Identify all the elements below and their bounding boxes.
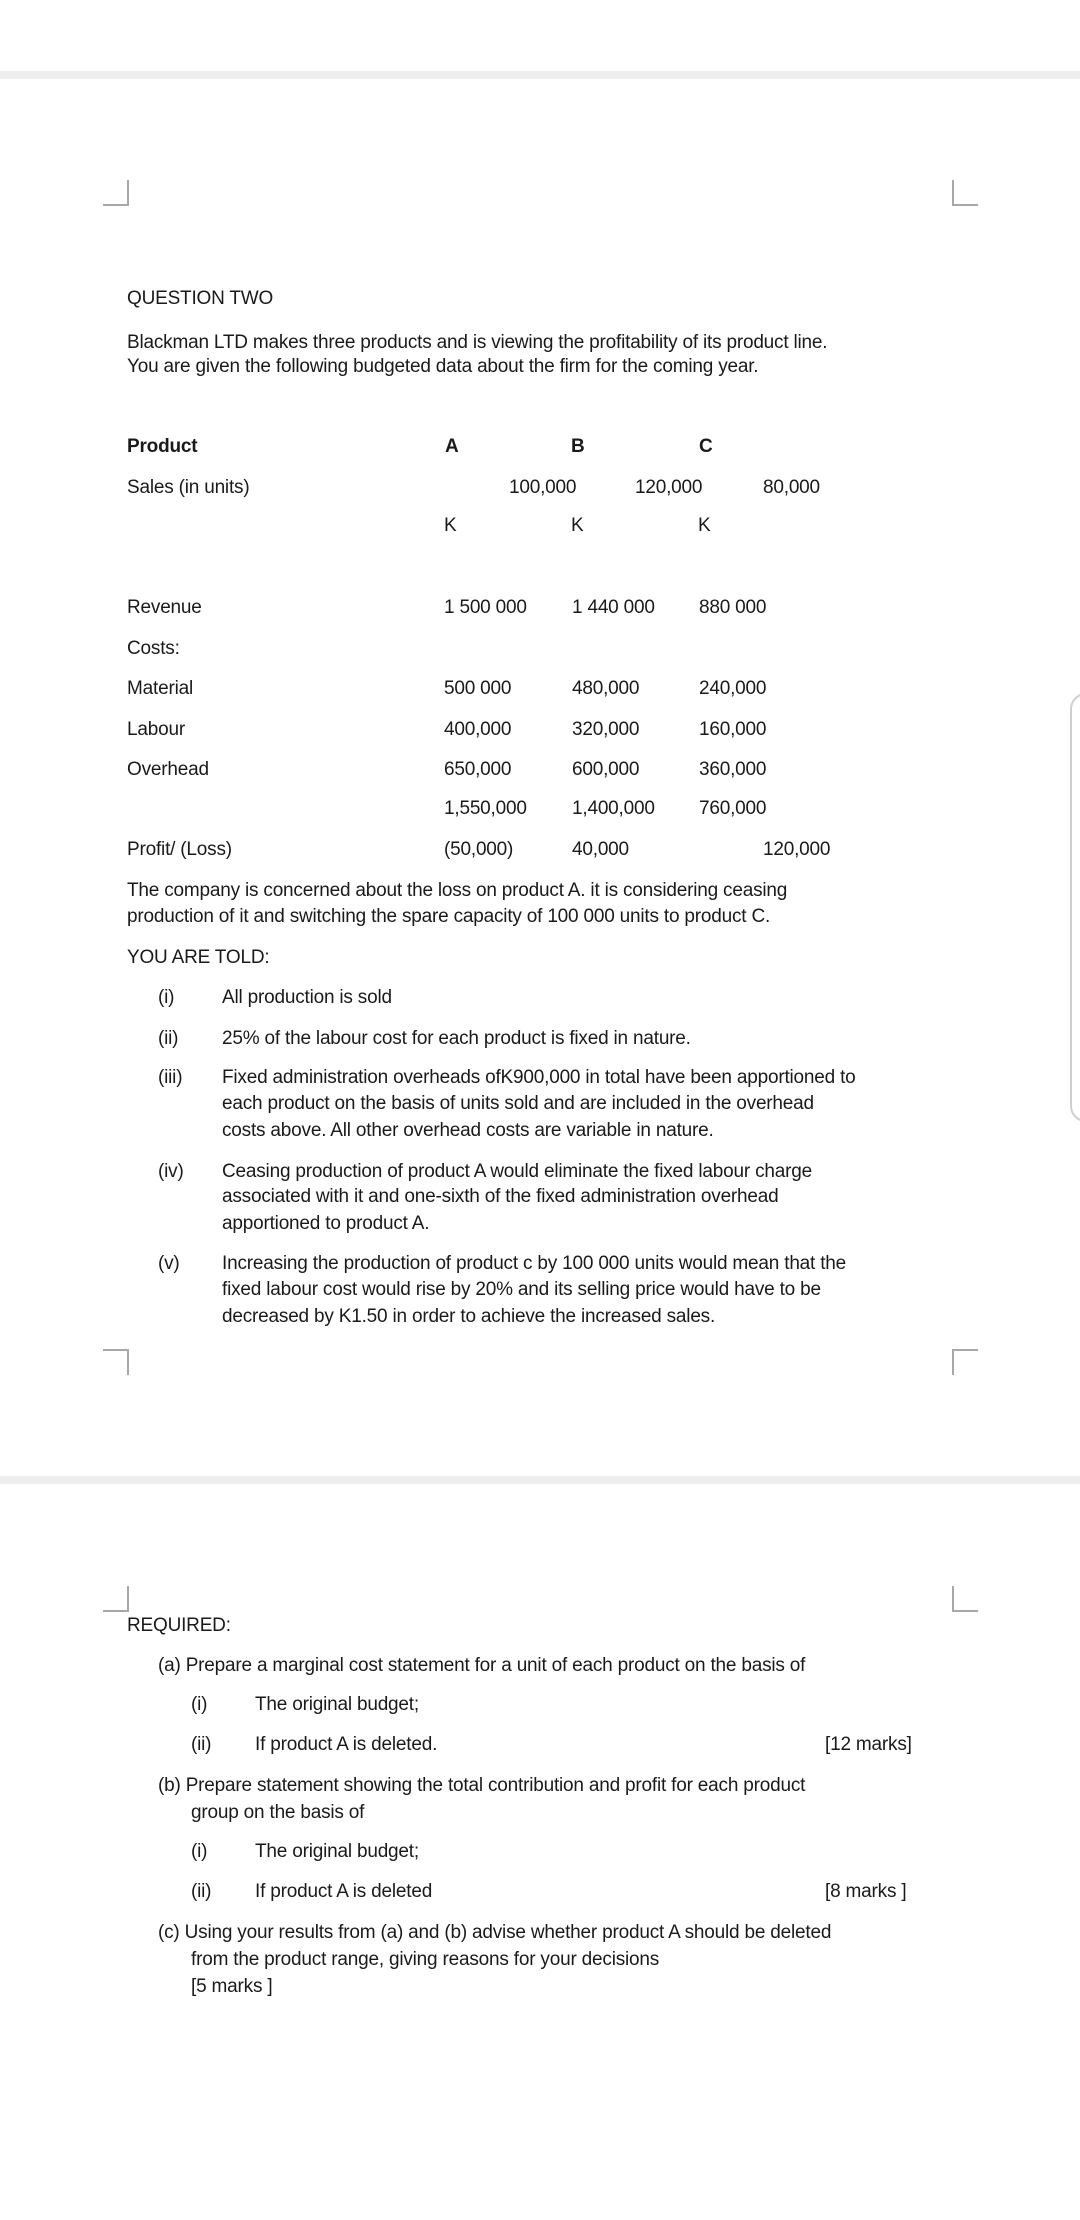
page-separator <box>0 71 1080 79</box>
labour-b: 320,000 <box>572 719 640 740</box>
marks-a: [12 marks] <box>825 1734 912 1755</box>
profit-b: 40,000 <box>572 839 629 860</box>
margin-mark <box>103 1586 129 1612</box>
labour-a: 400,000 <box>444 719 512 740</box>
margin-mark <box>952 180 978 206</box>
labour-label: Labour <box>127 719 185 740</box>
told-num: (iii) <box>158 1067 183 1088</box>
told-text: costs above. All other overhead costs are variable in nature. <box>222 1120 714 1141</box>
sales-b: 120,000 <box>635 477 703 498</box>
material-b: 480,000 <box>572 678 640 699</box>
told-heading: YOU ARE TOLD: <box>127 947 270 968</box>
product-c-header: C <box>699 436 713 457</box>
margin-mark <box>103 1349 129 1375</box>
overhead-label: Overhead <box>127 759 209 780</box>
concern-line: production of it and switching the spare capacity of 100 000 units to product C. <box>127 906 771 927</box>
sub-num: (i) <box>191 1694 208 1715</box>
required-c-text: from the product range, giving reasons for your decisions <box>191 1949 660 1970</box>
material-label: Material <box>127 678 193 699</box>
material-a: 500 000 <box>444 678 512 699</box>
currency-c: K <box>698 515 711 536</box>
revenue-a: 1 500 000 <box>444 597 527 618</box>
told-text: associated with it and one-sixth of the fixed administration overhead <box>222 1186 779 1207</box>
told-num: (v) <box>158 1253 180 1274</box>
concern-line: The company is concerned about the loss on product A. it is considering ceasing <box>127 880 788 901</box>
required-heading: REQUIRED: <box>127 1615 231 1636</box>
product-b-header: B <box>571 436 585 457</box>
profit-label: Profit/ (Loss) <box>127 839 232 860</box>
margin-mark <box>952 1586 978 1612</box>
overhead-a: 650,000 <box>444 759 512 780</box>
marks-b: [8 marks ] <box>825 1881 907 1902</box>
sub-text: If product A is deleted. <box>255 1734 438 1755</box>
scroll-edge-indicator <box>1070 693 1080 1122</box>
sub-text: The original budget; <box>255 1841 419 1862</box>
told-text: Fixed administration overheads ofK900,000 in total have been apportioned to <box>222 1067 856 1088</box>
sub-num: (ii) <box>191 1734 212 1755</box>
required-c-text: (c) Using your results from (a) and (b) advise whether product A should be deleted <box>158 1922 832 1943</box>
profit-a: (50,000) <box>444 839 514 860</box>
sales-c: 80,000 <box>763 477 820 498</box>
told-text: Ceasing production of product A would eliminate the fixed labour charge <box>222 1161 812 1182</box>
sub-num: (i) <box>191 1841 208 1862</box>
overhead-c: 360,000 <box>699 759 767 780</box>
told-text: All production is sold <box>222 987 392 1008</box>
margin-mark <box>103 180 129 206</box>
revenue-b: 1 440 000 <box>572 597 655 618</box>
profit-c: 120,000 <box>763 839 831 860</box>
told-text: decreased by K1.50 in order to achieve the increased sales. <box>222 1306 716 1327</box>
sub-num: (ii) <box>191 1881 212 1902</box>
total-b: 1,400,000 <box>572 798 655 819</box>
told-text: each product on the basis of units sold and are included in the overhead <box>222 1093 814 1114</box>
intro-line: You are given the following budgeted data about the firm for the coming year. <box>127 356 759 377</box>
product-label: Product <box>127 436 198 457</box>
costs-label: Costs: <box>127 638 180 659</box>
told-text: fixed labour cost would rise by 20% and its selling price would have to be <box>222 1279 821 1300</box>
told-text: 25% of the labour cost for each product is fixed in nature. <box>222 1028 691 1049</box>
sub-text: If product A is deleted <box>255 1881 433 1902</box>
told-text: apportioned to product A. <box>222 1213 430 1234</box>
sales-label: Sales (in units) <box>127 477 250 498</box>
told-num: (ii) <box>158 1028 179 1049</box>
product-a-header: A <box>445 436 459 457</box>
revenue-c: 880 000 <box>699 597 767 618</box>
intro-line: Blackman LTD makes three products and is viewing the profitability of its product line. <box>127 332 828 353</box>
margin-mark <box>952 1349 978 1375</box>
required-a-text: (a) Prepare a marginal cost statement for a unit of each product on the basis of <box>158 1655 806 1676</box>
required-b-text: group on the basis of <box>191 1802 365 1823</box>
overhead-b: 600,000 <box>572 759 640 780</box>
required-b-text: (b) Prepare statement showing the total contribution and profit for each product <box>158 1775 806 1796</box>
total-c: 760,000 <box>699 798 767 819</box>
revenue-label: Revenue <box>127 597 202 618</box>
total-a: 1,550,000 <box>444 798 527 819</box>
sales-a: 100,000 <box>509 477 577 498</box>
told-num: (iv) <box>158 1161 184 1182</box>
marks-c: [5 marks ] <box>191 1976 273 1997</box>
material-c: 240,000 <box>699 678 767 699</box>
question-title: QUESTION TWO <box>127 288 274 309</box>
sub-text: The original budget; <box>255 1694 419 1715</box>
told-text: Increasing the production of product c by 100 000 units would mean that the <box>222 1253 847 1274</box>
currency-a: K <box>444 515 457 536</box>
labour-c: 160,000 <box>699 719 767 740</box>
currency-b: K <box>571 515 584 536</box>
page-separator <box>0 1476 1080 1484</box>
told-num: (i) <box>158 987 175 1008</box>
